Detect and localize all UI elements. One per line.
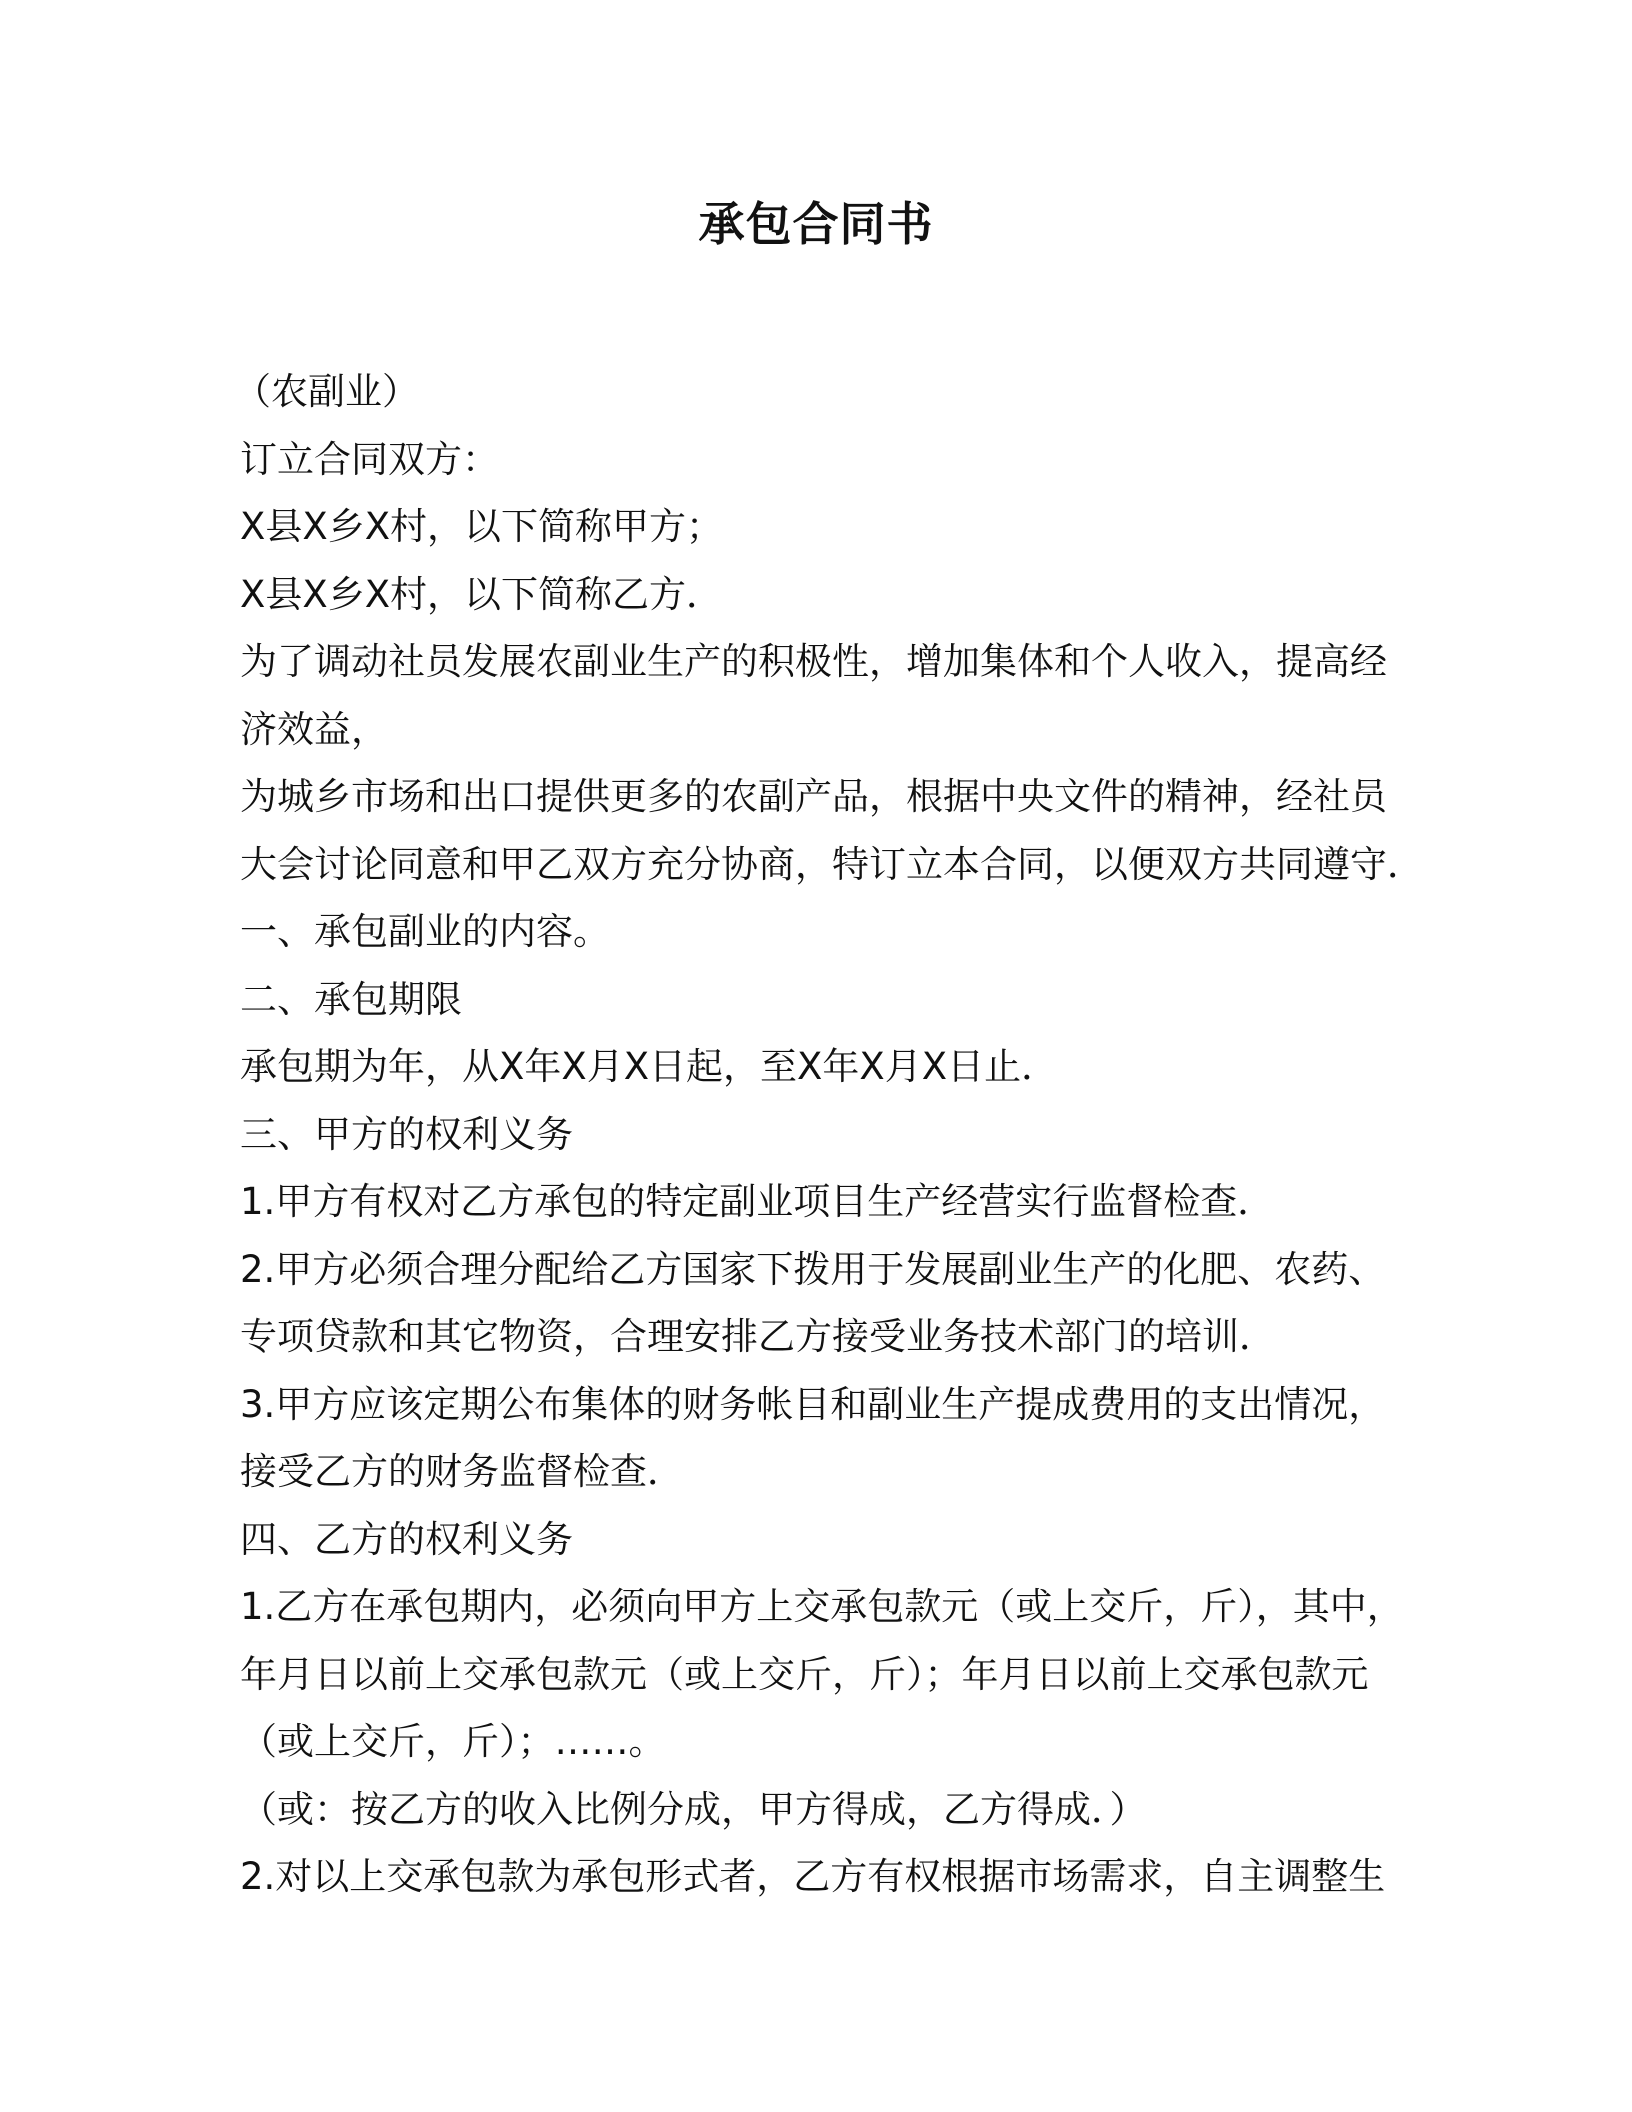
paragraph-line: 专项贷款和其它物资，合理安排乙方接受业务技术部门的培训． (240, 1315, 1276, 1358)
section-heading: 四、乙方的权利义务 (240, 1517, 573, 1561)
document-subtitle: （农副业） (234, 370, 419, 413)
paragraph-line: 接受乙方的财务监督检查． (240, 1450, 684, 1493)
document-title: 承包合同书 (698, 197, 934, 251)
paragraph-line: 2.甲方必须合理分配给乙方国家下拨用于发展副业生产的化肥、农药、 (240, 1247, 1386, 1291)
paragraph-line: （或上交斤，斤）；……。 (240, 1720, 666, 1763)
paragraph-line: X县X乡X村，以下简称乙方． (240, 572, 724, 616)
paragraph-line: 1.乙方在承包期内，必须向甲方上交承包款元（或上交斤，斤），其中， (240, 1585, 1404, 1628)
document-body (234, 358, 1424, 1911)
paragraph-line: （或：按乙方的收入比例分成，甲方得成，乙方得成．） (240, 1787, 1147, 1831)
paragraph-line: X县X乡X村，以下简称甲方； (240, 505, 724, 548)
paragraph-line: 2.对以上交承包款为承包形式者，乙方有权根据市场需求，自主调整生 (240, 1855, 1386, 1898)
paragraph-line: 济效益， (240, 707, 388, 751)
section-heading: 二、承包期限 (240, 977, 462, 1021)
paragraph-line: 承包期为年，从X年X月X日起，至X年X月X日止． (240, 1045, 1059, 1088)
paragraph-line: 3.甲方应该定期公布集体的财务帐目和副业生产提成费用的支出情况， (240, 1382, 1386, 1426)
section-heading: 三、甲方的权利义务 (240, 1112, 573, 1156)
paragraph-line: 订立合同双方： (240, 437, 499, 481)
paragraph-line: 1.甲方有权对乙方承包的特定副业项目生产经营实行监督检查． (240, 1180, 1275, 1223)
paragraph-line: 年月日以前上交承包款元（或上交斤，斤）；年月日以前上交承包款元 (240, 1652, 1369, 1696)
section-heading: 一、承包副业的内容。 (240, 910, 610, 953)
paragraph-line: 为了调动社员发展农副业生产的积极性，增加集体和个人收入，提高经 (240, 640, 1387, 683)
paragraph-line: 为城乡市场和出口提供更多的农副产品，根据中央文件的精神，经社员 (240, 775, 1387, 818)
paragraph-line: 大会讨论同意和甲乙双方充分协商，特订立本合同，以便双方共同遵守． (240, 842, 1424, 886)
